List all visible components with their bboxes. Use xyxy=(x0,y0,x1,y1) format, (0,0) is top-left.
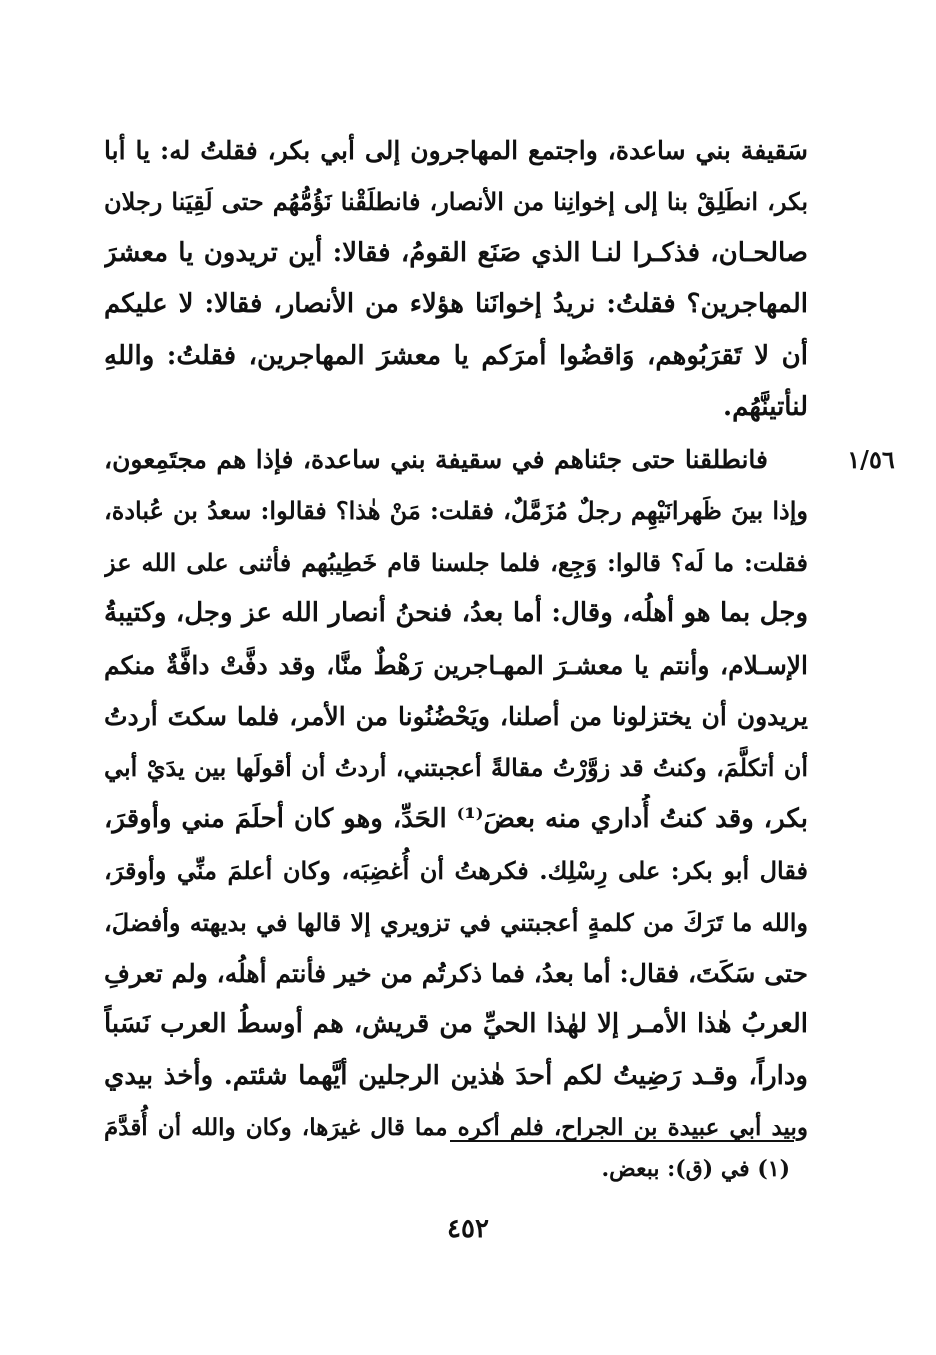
text-line: فقال أبو بكر: على رِسْلِك. فكرهتُ أن أُغضِبَه، وكان أعلمَ منِّي وأوقرَ، xyxy=(104,856,808,886)
text-line: وإذا بينَ ظَهرانَيْهِم رجلٌ مُزَمَّلٌ، فقلت: مَنْ هٰذا؟ فقالوا: سعدُ بن عُبادة، xyxy=(104,496,808,526)
text-line: فقلت: ما لَه؟ قالوا: وَجِع، فلما جلسنا قام خَطِيبُهم فأثنى على الله عز xyxy=(104,547,808,577)
text-line: العربُ هٰذا الأمـر إلا لهٰذا الحيِّ من قريش، هم أوسطُ العرب نَسَباً xyxy=(104,1009,808,1040)
text-line: أن لا تَقرَبُوهم، وَاقضُوا أمرَكم يا معشرَ المهاجرين، فقلتُ: واللهِ xyxy=(104,340,808,371)
text-line: الإسـلام، وأنتم يا معشـرَ المهـاجرين رَهْطٌ منَّا، وقد دفَّتْ دافَّةٌ منكم xyxy=(104,650,808,680)
paragraph-2 xyxy=(104,434,808,1153)
text-line: بكر، وقد كنتُ أُداري منه بعضَ⁽¹⁾ الحَدِّ، وهو كان أحلَمَ مني وأوقرَ، xyxy=(104,803,808,834)
footnote-separator xyxy=(450,1140,794,1142)
text-line: صالحـان، فذكـرا لنـا الذي صَنَع القومُ، فقالا: أين تريدون يا معشرَ xyxy=(104,237,808,268)
text-line: سَقيفة بني ساعدة، واجتمع المهاجرون إلى أبي بكر، فقلتُ له: يا أبا xyxy=(104,136,808,165)
text-line: وداراً، وقـد رَضِيتُ لكم أحدَ هٰذين الرجلين أيَّهما شئتم. وأخذ بيدي xyxy=(104,1060,808,1091)
text-line: وبيد أبي عبيدة بن الجراح، فلم أكره مما قال غيرَها، وكان والله أن أُقدَّمَ xyxy=(104,1114,808,1142)
text-line: المهاجرين؟ فقلتُ: نريدُ إخوانَنا هؤلاء من الأنصار، فقالا: لا عليكم xyxy=(104,289,808,320)
text-line: يريدون أن يختزلونا من أصلنا، ويَحْضُنُونا من الأمر، فلما سكتَ أردتُ xyxy=(104,701,808,731)
text-line: لنأتينَّهُم. xyxy=(723,391,808,422)
footnote: (١) في (ق): ببعض. xyxy=(601,1156,790,1182)
text-line: والله ما تَرَكَ من كلمةٍ أعجبتني في تزويري إلا قالها في بديهته وأفضلَ، xyxy=(104,907,808,937)
page-number: ٤٥٢ xyxy=(447,1214,489,1244)
text-line: أن أتكلَّمَ، وكنتُ قد زوَّرْتُ مقالةً أعجبتني، أردتُ أن أقولَها بين يدَيْ أبي xyxy=(104,753,808,783)
margin-reference: ١/٥٦ xyxy=(847,445,895,474)
paragraph-1 xyxy=(104,125,808,433)
text-line: وجل بما هو أهلُه، وقال: أما بعدُ، فنحنُ أنصار الله عز وجل، وكتيبةُ xyxy=(104,598,808,629)
text-line: حتى سَكَتَ، فقال: أما بعدُ، فما ذكرتُم من خير فأنتم أهلُه، ولم تعرفِ xyxy=(104,958,808,988)
text-line: بكر، انطَلِقْ بنا إلى إخوانِنا من الأنصار، فانطلَقْنا نَؤُمُّهُم حتى لَقِيَنا رجلان xyxy=(104,187,808,217)
text-line: فانطلقنا حتى جئناهم في سقيفة بني ساعدة، فإذا هم مجتَمِعون، xyxy=(104,445,768,474)
